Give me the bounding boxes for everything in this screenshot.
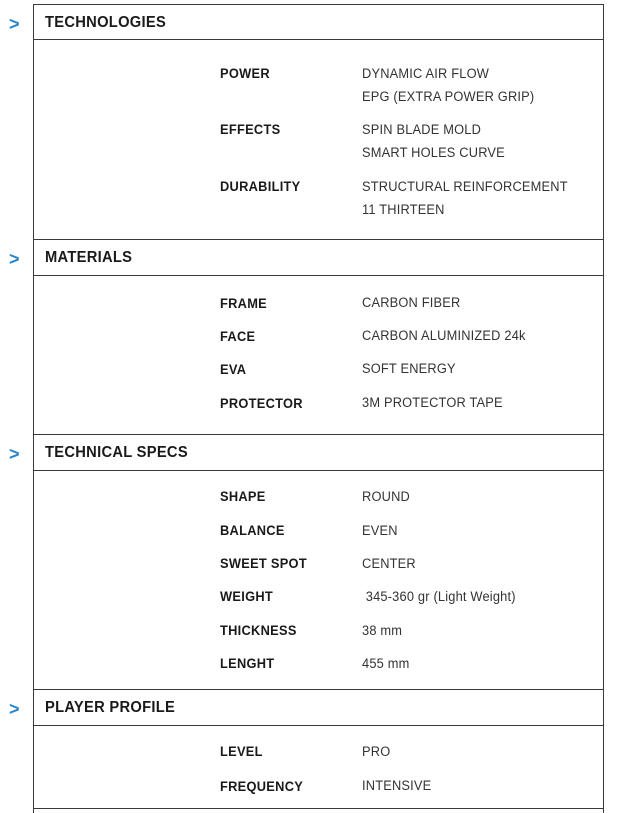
spec-label: LENGHT (220, 656, 275, 671)
spec-value: PRO (362, 744, 391, 759)
spec-table-frame (33, 4, 604, 813)
spec-label: THICKNESS (220, 623, 297, 638)
spec-value: SPIN BLADE MOLD (362, 122, 482, 137)
spec-label: BALANCE (220, 523, 285, 538)
section-title-materials[interactable]: MATERIALS (45, 249, 133, 266)
spec-label: PROTECTOR (220, 396, 303, 411)
divider (33, 689, 604, 690)
divider (33, 434, 604, 435)
spec-label: DURABILITY (220, 179, 301, 194)
chevron-right-icon[interactable]: > (9, 699, 20, 719)
spec-value: ROUND (362, 489, 410, 504)
section-title-technical-specs[interactable]: TECHNICAL SPECS (45, 444, 188, 461)
spec-value: STRUCTURAL REINFORCEMENT (362, 179, 568, 194)
divider (33, 808, 604, 809)
spec-value: CENTER (362, 556, 416, 571)
chevron-right-icon[interactable]: > (9, 14, 20, 34)
chevron-right-icon[interactable]: > (9, 249, 20, 269)
spec-value: SMART HOLES CURVE (362, 145, 505, 160)
divider (33, 470, 604, 471)
spec-label: WEIGHT (220, 589, 274, 604)
divider (33, 4, 604, 5)
divider (33, 275, 604, 276)
spec-value: CARBON ALUMINIZED 24k (362, 328, 526, 343)
spec-value: DYNAMIC AIR FLOW (362, 66, 490, 81)
divider (33, 725, 604, 726)
spec-value: 11 THIRTEEN (362, 202, 445, 217)
spec-value: EPG (EXTRA POWER GRIP) (362, 89, 535, 104)
divider (33, 239, 604, 240)
spec-label: LEVEL (220, 744, 263, 759)
spec-label: FACE (220, 329, 256, 344)
spec-value: 38 mm (362, 623, 403, 638)
spec-label: SWEET SPOT (220, 556, 307, 571)
spec-label: FREQUENCY (220, 779, 304, 794)
spec-value: 345-360 gr (Light Weight) (362, 589, 516, 604)
spec-value: INTENSIVE (362, 778, 432, 793)
spec-value: 455 mm (362, 656, 410, 671)
spec-label: SHAPE (220, 489, 266, 504)
spec-label: FRAME (220, 296, 268, 311)
spec-value: EVEN (362, 523, 398, 538)
spec-value: SOFT ENERGY (362, 361, 456, 376)
spec-label: EFFECTS (220, 122, 281, 137)
spec-label: EVA (220, 362, 247, 377)
spec-value: 3M PROTECTOR TAPE (362, 395, 503, 410)
spec-value: CARBON FIBER (362, 295, 461, 310)
divider (33, 39, 604, 40)
section-title-technologies[interactable]: TECHNOLOGIES (45, 14, 167, 31)
chevron-right-icon[interactable]: > (9, 444, 20, 464)
spec-label: POWER (220, 66, 270, 81)
section-title-player-profile[interactable]: PLAYER PROFILE (45, 699, 176, 716)
